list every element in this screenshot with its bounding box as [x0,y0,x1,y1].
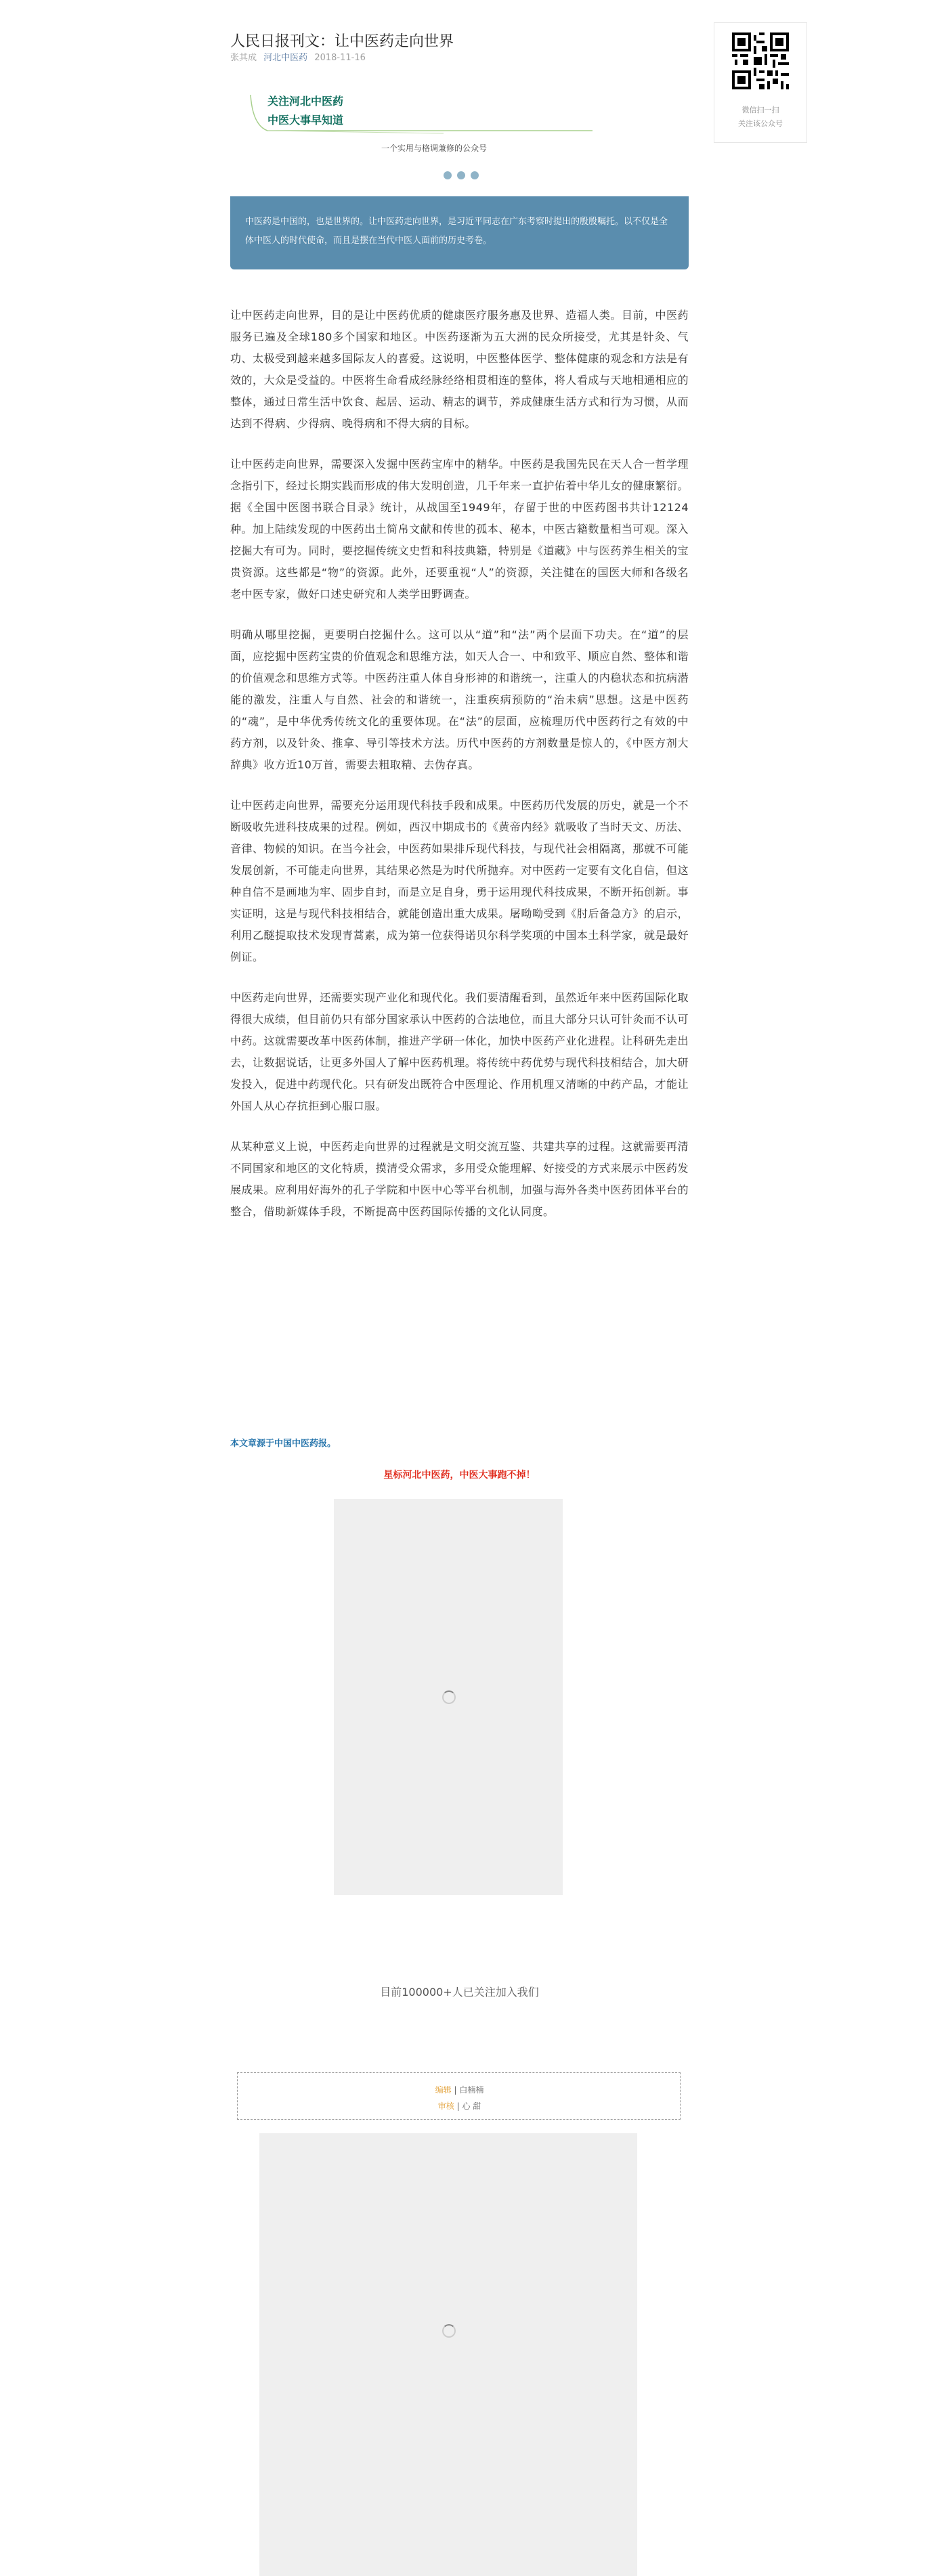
credit-reviewer-key: 审核 [437,2101,454,2111]
loading-icon [442,2324,456,2338]
credit-editor-key: 编辑 [435,2085,452,2095]
qr-code-icon[interactable] [732,32,789,89]
dot [471,171,479,179]
qr-hint-line-1: 微信扫一扫 [741,106,779,114]
paragraph: 让中医药走向世界，需要深入发掘中医药宝库中的精华。中医药是我国先民在天人合一哲学理念指引下，经过长期实践而形成的伟大发明创造，几千年来一直护佑着中华儿女的健康繁衍。据《全国中医图书联合目录》统计，从战国至1949年，存留于世的中医药图书共计12124种。加上陆续发现的中医药出土简帛文献和传世的孤本、秘本，中医古籍数量相当可观。深入挖掘大有可为。同时，要挖掘传统文史哲和科技典籍，特别是《道藏》中与医药养生相关的宝贵资源。这些都是“物”的资源。此外，还要重视“人”的资源，关注健在的国医大师和各级名老中医专家，做好口述史研究和人类学田野调查。 [230,458,689,601]
banner-line-1: 关注河北中医药 [267,95,344,108]
credit-reviewer [238,2100,681,2112]
credits-box [237,2072,681,2120]
article-meta [230,50,366,63]
qr-code-panel [714,22,807,143]
star-note: 星标河北中医药，中医大事跑不掉！ [383,1470,536,1481]
paragraph: 让中医药走向世界，需要充分运用现代科技手段和成果。中医药历代发展的历史，就是一个不断吸收先进科技成果的过程。例如，西汉中期成书的《黄帝内经》就吸收了当时天文、历法、音律、物候的知识。在当今社会，中医药如果排斥现代科技，与现代社会相隔离，那就不可能发展创新，不可能走向世界，其结果必然是为时代所抛弃。对中医药一定要有文化自信，但这种自信不是画地为牢、固步自封，而是立足自身，勇于运用现代科技成果，不断开拓创新。事实证明，这是与现代科技相结合，就能创造出重大成果。屠呦呦受到《肘后备急方》的启示，利用乙醚提取技术发现青蒿素，成为第一位获得诺贝尔科学奖项的中国本土科学家，就是最好例证。 [230,799,689,963]
article-title: 人民日报刊文：让中医药走向世界 [230,32,454,50]
article-body [230,305,689,1242]
paragraph: 中医药走向世界，还需要实现产业化和现代化。我们要清醒看到，虽然近年来中医药国际化取得很大成绩，但目前仍只有部分国家承认中医药的合法地位，而且大部分只认可针灸而不认可中药。这就需要改革中医药体制，推进产学研一体化，加快中医药产业化进程。让科研先走出去，让数据说话，让更多外国人了解中医药机理。将传统中药优势与现代科技相结合，加大研发投入，促进中药现代化。只有研发出既符合中医理论、作用机理又清晰的中药产品，才能让外国人从心存抗拒到心服口服。 [230,991,689,1112]
paragraph: 让中医药走向世界，目的是让中医药优质的健康医疗服务惠及世界、造福人类。目前，中医药服务已遍及全球180多个国家和地区。中医药逐渐为五大洲的民众所接受，尤其是针灸、气功、太极受到越来越多国际友人的喜爱。这说明，中医整体医学、整体健康的观念和方法是有效的，大众是受益的。中医将生命看成经脉经络相贯相连的整体，将人看成与天地相通相应的整体，通过日常生活中饮食、起居、运动、精志的调节，养成健康生活方式和行为习惯，从而达到不得病、少得病、晚得病和不得大病的目标。 [230,309,689,430]
credit-editor [238,2084,681,2095]
credit-sep: | [456,2101,460,2111]
account-link[interactable]: 河北中医药 [263,53,308,63]
dot [444,171,452,179]
image-placeholder[interactable] [334,1499,563,1895]
publish-date: 2018-11-16 [314,53,366,63]
dot [457,171,465,179]
credit-editor-value: 白楠楠 [459,2085,484,2095]
loading-icon [442,1690,456,1704]
source-note: 本文章源于中国中医药报。 [230,1439,337,1449]
banner-slogan: 一个实用与格调兼修的公众号 [381,144,488,153]
intro-card [230,196,689,269]
qr-hint-line-2: 关注该公众号 [738,119,783,128]
decor-dots [444,169,484,182]
intro-text: 中医药是中国的，也是世界的。让中医药走向世界，是习近平同志在广东考察时提出的殷殷嘱托。以不仅是全体中医人的时代使命，而且是摆在当代中医人面前的历史考卷。 [245,217,668,246]
author-name: 张其成 [230,53,257,63]
paragraph: 从某种意义上说，中医药走向世界的过程就是文明交流互鉴、共建共享的过程。这就需要再清不同国家和地区的文化特质，摸清受众需求，多用受众能理解、好接受的方式来展示中医药发展成果。应利用好海外的孔子学院和中医中心等平台机制，加强与海外各类中医药团体平台的整合，借助新媒体手段，不断提高中医药国际传播的文化认同度。 [230,1140,689,1218]
credit-sep: | [454,2085,457,2095]
followers-count: 目前100000+人已关注加入我们 [380,1986,539,1999]
paragraph: 明确从哪里挖掘，更要明白挖掘什么。这可以从“道”和“法”两个层面下功夫。在“道”的层面，应挖掘中医药宝贵的价值观念和思维方法，如天人合一、中和致平、顺应自然、整体和谐的价值观念和思维方式等。中医药注重人体自身形神的和谐统一，注重人的内稳状态和抗病潜能的激发，注重人与自然、社会的和谐统一，注重疾病预防的“治未病”思想。这是中医药的“魂”，是中华优秀传统文化的重要体现。在“法”的层面，应梳理历代中医药行之有效的中药方剂，以及针灸、推拿、导引等技术方法。历代中医药的方剂数量是惊人的，《中医方剂大辞典》收方近10万首，需要去粗取精、去伪存真。 [230,628,689,771]
image-placeholder[interactable] [259,2133,637,2576]
banner-line-2: 中医大事早知道 [267,114,344,127]
credit-reviewer-value: 心 甜 [462,2101,481,2111]
